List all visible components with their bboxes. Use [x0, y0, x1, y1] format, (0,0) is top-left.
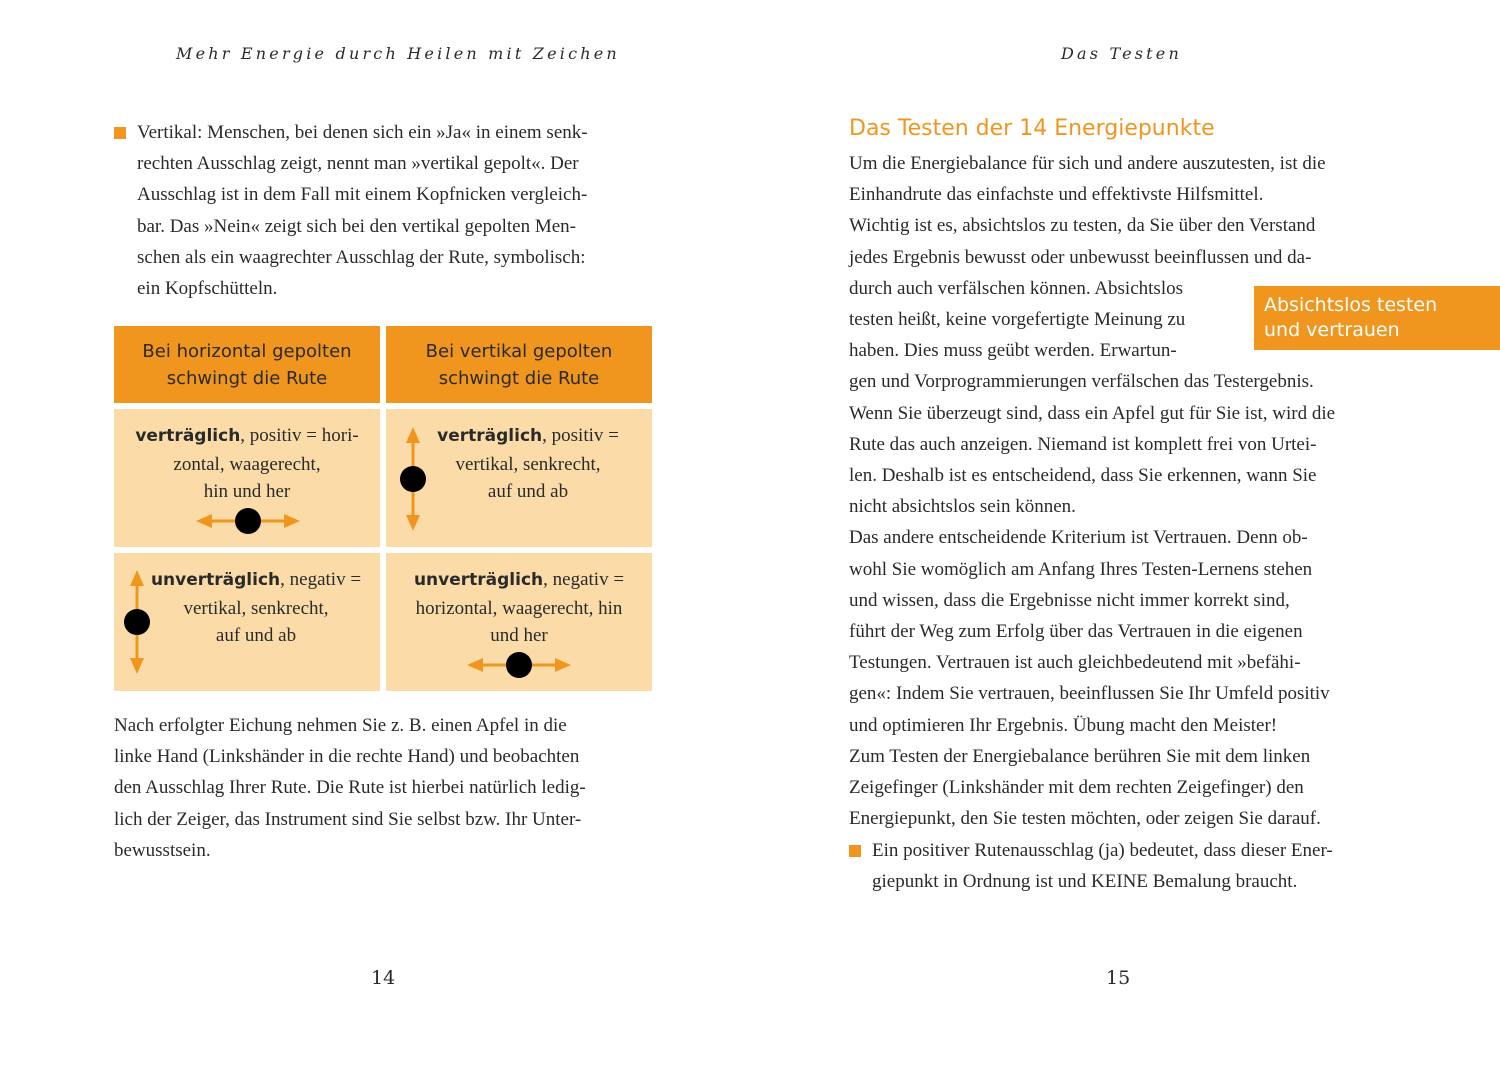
- text-line: Wenn Sie überzeugt sind, dass ein Apfel gut für Sie ist, wird die: [849, 402, 1336, 424]
- text-line: Wichtig ist es, absichtslos zu testen, da Sie über den Verstand: [849, 215, 1316, 237]
- paragraph-calibration: [114, 710, 652, 866]
- text-line: linke Hand (Linkshänder in die rechte Hand) und beobachten: [114, 746, 580, 768]
- table-cell-horizontal-incompatible: [114, 553, 380, 691]
- text-line: Ausschlag ist in dem Fall mit einem Kopfnicken vergleich-: [137, 184, 588, 206]
- text-line: und optimieren Ihr Ergebnis. Übung macht den Meister!: [849, 714, 1278, 736]
- text-line: wohl Sie womöglich am Anfang Ihres Testen-Lernens stehen: [849, 558, 1313, 580]
- running-head-left: Mehr Energie durch Heilen mit Zeichen: [176, 44, 620, 63]
- text-line: gen«: Indem Sie vertrauen, beeinflussen Sie Ihr Umfeld positiv: [849, 683, 1330, 705]
- margin-note-line: und vertrauen: [1264, 319, 1400, 341]
- text-line: Ein positiver Rutenausschlag (ja) bedeutet, dass dieser Ener-: [872, 840, 1333, 861]
- cell-bold-term: verträglich: [437, 426, 543, 446]
- text-line: durch auch verfälschen können. Absichtslos: [849, 277, 1183, 299]
- text-line: Einhandrute das einfachste und effektivste Hilfsmittel.: [849, 184, 1264, 206]
- cell-bold-term: verträglich: [135, 426, 241, 446]
- text-line: ein Kopfschütteln.: [137, 278, 278, 300]
- text-line: nicht absichtslos sein können.: [849, 496, 1076, 518]
- text-line: Das andere entscheidende Kriterium ist Vertrauen. Denn ob-: [849, 527, 1308, 549]
- text-line: Nach erfolgter Eichung nehmen Sie z. B. einen Apfel in die: [114, 715, 567, 736]
- bullet-square-icon: [114, 127, 126, 139]
- text-line: Vertikal: Menschen, bei denen sich ein »Ja« in einem senk-: [137, 122, 588, 143]
- page-number-right: 15: [1106, 967, 1131, 989]
- cell-line: und her: [490, 625, 548, 646]
- cell-bold-term: unverträglich: [150, 570, 281, 590]
- header-line: schwingt die Rute: [166, 367, 328, 389]
- margin-note-line: Absichtslos testen: [1264, 294, 1438, 316]
- cell-line: , negativ =: [280, 569, 362, 590]
- text-line: Rute das auch anzeigen. Niemand ist komplett frei von Urtei-: [849, 433, 1317, 455]
- bullet-positive: [849, 835, 1386, 897]
- text-line: den Ausschlag Ihrer Rute. Die Rute ist hierbei natürlich ledig-: [114, 777, 586, 799]
- cell-bold-term: unverträglich: [413, 570, 544, 590]
- horizontal-swing-icon: [467, 650, 571, 680]
- table-cell-vertical-compatible: [386, 409, 652, 547]
- text-line: haben. Dies muss geübt werden. Erwartun-: [849, 340, 1177, 362]
- bullet-square-icon: [849, 845, 861, 857]
- bullet-text: [872, 835, 1386, 897]
- table-cell-horizontal-compatible: [114, 409, 380, 547]
- table-cell-vertical-incompatible: [386, 553, 652, 691]
- text-line: Zeigefinger (Linkshänder mit dem rechten Zeigefinger) den: [849, 777, 1304, 799]
- text-line: schen als ein waagrechter Ausschlag der Rute, symbolisch:: [137, 246, 586, 268]
- horizontal-swing-icon: [196, 506, 300, 536]
- text-line: len. Deshalb ist es entscheidend, dass Sie erkennen, wann Sie: [849, 465, 1317, 487]
- cell-line: auf und ab: [215, 625, 297, 646]
- cell-text: [142, 566, 370, 650]
- page-number-left: 14: [371, 967, 396, 989]
- text-line: rechten Ausschlag zeigt, nennt man »vertikal gepolt«. Der: [137, 153, 579, 175]
- cell-line: auf und ab: [487, 481, 569, 502]
- bullet-text: [137, 117, 652, 304]
- cell-line: vertikal, senkrecht,: [183, 597, 329, 619]
- cell-line: hin und her: [203, 481, 291, 502]
- running-head-right: Das Testen: [1061, 44, 1182, 63]
- vertical-swing-icon: [122, 570, 152, 674]
- section-heading: Das Testen der 14 Energiepunkte: [849, 116, 1215, 141]
- text-line: testen heißt, keine vorgefertigte Meinung zu: [849, 309, 1186, 331]
- text-line: Energiepunkt, den Sie testen möchten, oder zeigen Sie darauf.: [849, 808, 1321, 830]
- text-line: gen und Vorprogrammierungen verfälschen das Testergebnis.: [849, 371, 1314, 393]
- text-line: Um die Energiebalance für sich und andere auszutesten, ist die: [849, 153, 1326, 174]
- header-line: Bei horizontal gepolten: [142, 340, 352, 362]
- bullet-vertical: [114, 117, 652, 304]
- cell-line: , positiv = hori-: [240, 425, 359, 446]
- cell-text: [414, 422, 642, 506]
- text-line: lich der Zeiger, das Instrument sind Sie selbst bzw. Ihr Unter-: [114, 808, 582, 830]
- paragraph-testing: [849, 148, 1386, 834]
- cell-line: , positiv =: [542, 425, 619, 446]
- text-line: bar. Das »Nein« zeigt sich bei den vertikal gepolten Men-: [137, 215, 576, 237]
- cell-text: [396, 566, 642, 650]
- polarity-table: [114, 326, 652, 691]
- cell-line: zontal, waagerecht,: [173, 453, 321, 475]
- cell-line: , negativ =: [543, 569, 625, 590]
- cell-text: [124, 422, 370, 506]
- cell-line: vertikal, senkrecht,: [455, 453, 601, 475]
- cell-line: horizontal, waagerecht, hin: [415, 597, 623, 619]
- table-header-vertical: [386, 326, 652, 403]
- table-header-horizontal: [114, 326, 380, 403]
- margin-note: [1254, 286, 1500, 350]
- text-line: führt der Weg zum Erfolg über das Vertrauen in die eigenen: [849, 621, 1303, 643]
- text-line: Zum Testen der Energiebalance berühren Sie mit dem linken: [849, 745, 1311, 767]
- text-line: bewusstsein.: [114, 839, 211, 861]
- vertical-swing-icon: [398, 427, 428, 531]
- header-line: Bei vertikal gepolten: [425, 340, 613, 362]
- text-line: jedes Ergebnis bewusst oder unbewusst beeinflussen und da-: [849, 246, 1312, 268]
- text-line: und wissen, dass die Ergebnisse nicht immer korrekt sind,: [849, 589, 1290, 611]
- text-line: giepunkt in Ordnung ist und KEINE Bemalung braucht.: [872, 871, 1298, 893]
- text-line: Testungen. Vertrauen ist auch gleichbedeutend mit »befähi-: [849, 652, 1301, 674]
- header-line: schwingt die Rute: [438, 367, 600, 389]
